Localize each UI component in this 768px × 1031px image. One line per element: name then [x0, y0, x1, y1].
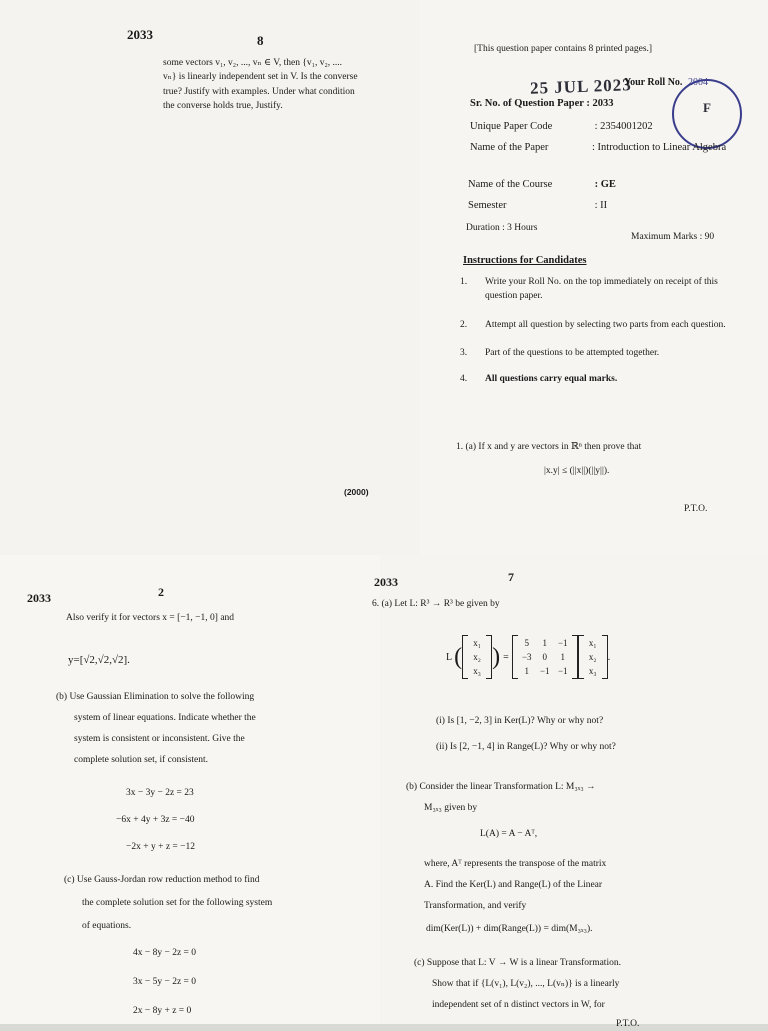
header-note: [This question paper contains 8 printed pages.] — [474, 44, 653, 54]
equation: 2x − 8y + z = 0 — [133, 1006, 192, 1016]
page-code: 2033 — [127, 27, 153, 42]
question-1a: 1. (a) If x and y are vectors in ℝⁿ then prove that — [456, 442, 642, 452]
text-line: where, Aᵀ represents the transpose of the matrix — [424, 859, 607, 869]
instruction-item — [460, 275, 735, 304]
vector-entry: x₃ — [473, 666, 481, 676]
text-line: true? Justify with examples. Under what condition — [163, 86, 355, 97]
equation: 3x − 5y − 2z = 0 — [133, 977, 197, 987]
text-line: the converse holds true, Justify. — [163, 100, 283, 111]
page-8-text — [163, 56, 403, 113]
verify-line: Also verify it for vectors x = [−1, −1, 0] and — [66, 613, 235, 623]
question-6b-body — [424, 854, 714, 917]
vector-entry: x₃ — [588, 666, 597, 676]
roll-label: Your Roll No. — [624, 77, 683, 88]
text-line: A. Find the Ker(L) and Range(L) of the Linear — [424, 880, 603, 890]
field-label: Sr. No. of Question Paper : — [470, 98, 590, 109]
text-line: some vectors v₁, v₂, ..., vₙ ∈ V, then {v₁, v₂, .... — [163, 58, 343, 68]
question-2c — [64, 869, 354, 938]
vector-entry: x₂ — [473, 652, 481, 662]
matrix-entry: 0 — [542, 652, 547, 662]
page-8 — [0, 0, 420, 555]
text-line: Show that if {L(v₁), L(v₂), ..., L(vₙ)} is a linearly — [432, 979, 620, 989]
pto: P.T.O. — [616, 1019, 640, 1029]
cover-page — [420, 0, 768, 555]
print-run: (2000) — [344, 487, 369, 497]
page-number: 2 — [158, 585, 164, 599]
system-b — [116, 780, 195, 861]
equation: −6x + 4y + 3z = −40 — [116, 815, 195, 825]
text-line: independent set of n distinct vectors in W, for — [432, 1000, 605, 1010]
text-line: system of linear equations. Indicate whether the — [74, 713, 256, 723]
matrix-entry: 1 — [560, 652, 565, 662]
instruction-number: 3. — [460, 347, 468, 358]
instruction-text: All questions carry equal marks. — [485, 374, 618, 384]
field-label: Semester — [468, 200, 507, 211]
page-number: 8 — [257, 33, 264, 48]
field-value: : Introduction to Linear Algebra — [592, 142, 727, 153]
dimension-equation: dim(Ker(L)) + dim(Range(L)) = dim(M₃ₓ₃). — [426, 924, 593, 934]
field-paper-code — [470, 119, 750, 135]
instruction-number: 1. — [460, 277, 468, 287]
matrix-entry: −1 — [557, 638, 568, 648]
page-code: 2033 — [374, 575, 398, 589]
text-line: (b) Consider the linear Transformation L: M₃ₓ₃ → — [406, 782, 596, 792]
instructions-title: Instructions for Candidates — [463, 255, 587, 266]
instruction-number: 4. — [460, 374, 468, 384]
field-course — [468, 177, 748, 193]
text-line: complete solution set, if consistent. — [74, 755, 209, 765]
field-sr-no — [470, 96, 730, 112]
grade-mark: F — [703, 100, 711, 115]
map-label: L — [446, 651, 453, 663]
duration: Duration : 3 Hours — [466, 223, 538, 233]
matrix-entry: −1 — [539, 666, 550, 676]
pto: P.T.O. — [684, 504, 708, 514]
matrix-entry: −1 — [557, 666, 568, 676]
linear-map-equation: L ( x₁ x₂ x₃ ) = 5 −3 1 1 0 −1 −1 1 −1 x₁ x₂ x₃ . — [446, 635, 610, 679]
text-line: of equations. — [82, 921, 132, 931]
text-line: system is consistent or inconsistent. Give the — [74, 734, 245, 744]
transformation-equation: L(A) = A − Aᵀ, — [480, 829, 538, 839]
instruction-text: Write your Roll No. on the top immediately on receipt of this question paper. — [485, 277, 718, 302]
text-line: M₃ₓ₃ given by — [424, 803, 478, 813]
transformation-matrix — [512, 635, 578, 679]
field-value: : II — [594, 200, 608, 211]
equation: 3x − 3y − 2z = 23 — [126, 788, 194, 798]
field-value: 2033 — [592, 98, 614, 109]
system-c — [133, 939, 196, 1026]
input-vector — [462, 635, 492, 679]
vector-entry: x₂ — [588, 652, 597, 662]
text-line: (b) Use Gaussian Elimination to solve the following — [56, 692, 255, 702]
instructions-list — [460, 275, 735, 386]
field-paper-name — [470, 140, 760, 156]
instruction-text: Part of the questions to be attempted together. — [485, 347, 660, 358]
instruction-item — [460, 318, 735, 332]
input-vector — [578, 635, 608, 679]
max-marks: Maximum Marks : 90 — [631, 232, 715, 242]
field-label: Name of the Course — [468, 179, 553, 190]
text-line: vₙ} is linearly independent set in V. Is the converse — [163, 72, 358, 83]
field-value: : 2354001202 — [594, 121, 653, 132]
page-2 — [0, 555, 380, 1024]
field-label: Name of the Paper — [470, 142, 549, 153]
page-code: 2033 — [27, 591, 51, 605]
vector-y: y=[√2,√2,√2]. — [68, 654, 130, 666]
instruction-item — [460, 346, 735, 360]
instruction-item — [460, 372, 735, 386]
text-line: Transformation, and verify — [424, 901, 527, 911]
received-stamp: 25 JUL 2023 — [529, 75, 632, 98]
vector-entry: x₁ — [588, 638, 597, 648]
text-line: (c) Suppose that L: V → W is a linear Transformation. — [414, 958, 621, 968]
question-6b — [406, 777, 706, 819]
question-6c — [414, 953, 714, 1016]
equation: −2x + y + z = −12 — [126, 842, 196, 852]
vector-entry: x₁ — [473, 638, 481, 648]
question-6a: 6. (a) Let L: R³ → R³ be given by — [372, 599, 500, 609]
instruction-number: 2. — [460, 319, 468, 330]
instruction-text: Attempt all question by selecting two parts from each question. — [485, 319, 726, 330]
equation: 4x − 8y − 2z = 0 — [133, 948, 197, 958]
question-1a-equation: |x.y| ≤ (||x||)(||y||). — [544, 466, 610, 476]
question-2b — [56, 687, 316, 771]
text-line: (c) Use Gauss-Jordan row reduction method to find — [64, 875, 260, 885]
matrix-entry: 5 — [524, 638, 529, 648]
matrix-entry: 1 — [524, 666, 529, 676]
matrix-entry: 1 — [542, 638, 547, 648]
text-line: the complete solution set for the following system — [82, 898, 273, 908]
question-6a-ii: (ii) Is [2, −1, 4] in Range(L)? Why or why not? — [436, 742, 616, 752]
page-7 — [372, 555, 768, 1029]
field-semester — [468, 198, 748, 214]
matrix-entry: −3 — [521, 652, 532, 662]
question-6a-i: (i) Is [1, −2, 3] in Ker(L)? Why or why not? — [436, 716, 604, 726]
field-label: Unique Paper Code — [470, 121, 553, 132]
roll-value: 2004 — [688, 77, 708, 88]
page-number: 7 — [508, 570, 514, 584]
field-value: : GE — [594, 179, 616, 190]
